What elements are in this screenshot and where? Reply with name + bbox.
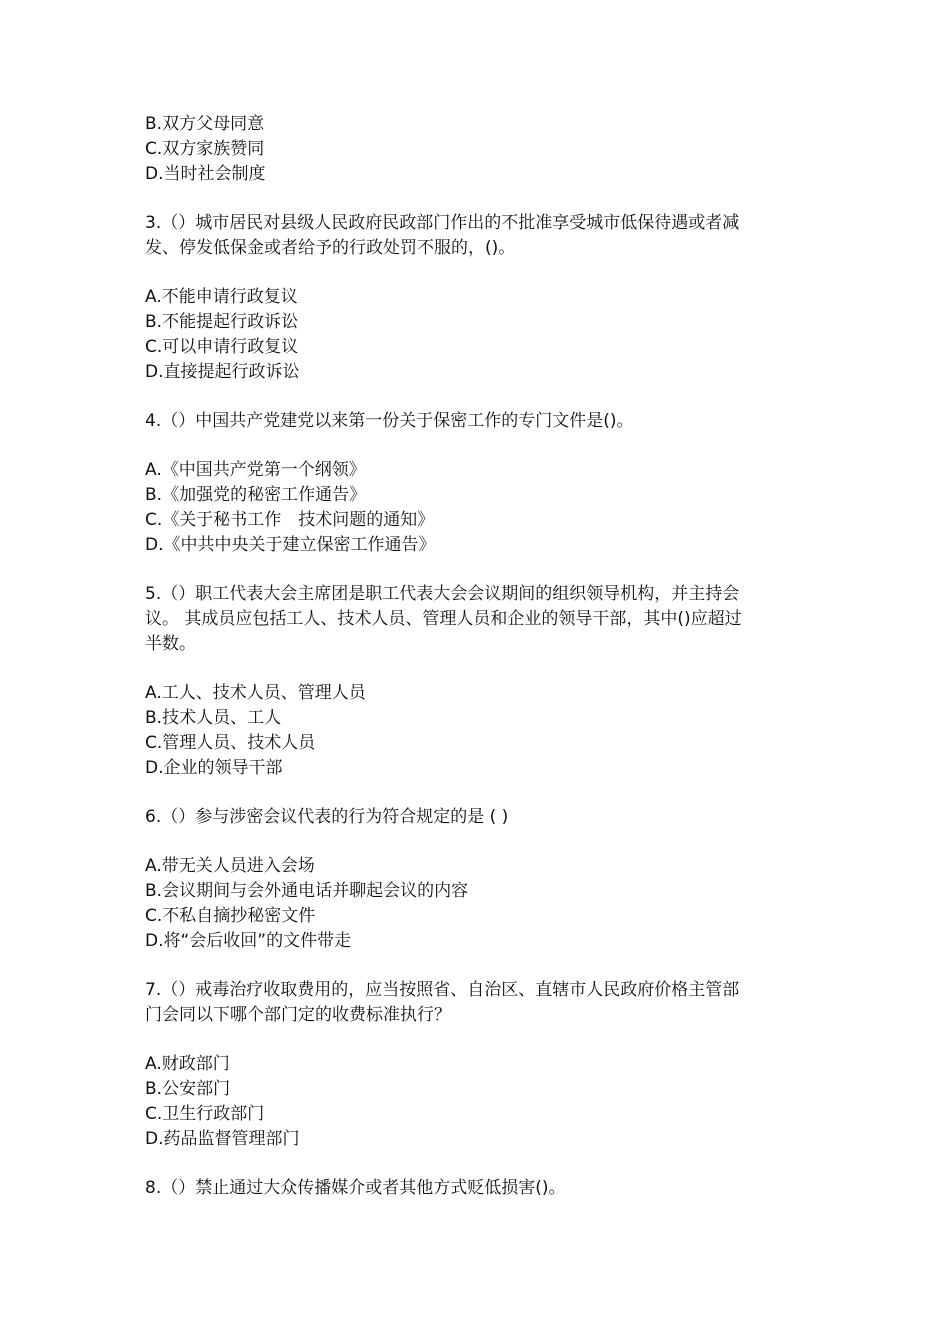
question-line: 8.（）禁止通过大众传播媒介或者其他方式贬低损害()。 xyxy=(145,1178,566,1198)
document-page xyxy=(145,112,815,1225)
option-d: D.当时社会制度 xyxy=(145,164,266,184)
question-4 xyxy=(145,409,815,558)
option-c: C.卫生行政部门 xyxy=(145,1104,265,1124)
question-line: 发、停发低保金或者给予的行政处罚不服的，()。 xyxy=(145,238,516,258)
question-line: 4.（）中国共产党建党以来第一份关于保密工作的专门文件是()。 xyxy=(145,411,634,431)
question-text xyxy=(145,211,815,261)
question-options xyxy=(145,681,815,781)
option-b: B.公安部门 xyxy=(145,1079,231,1099)
option-c: C.双方家族赞同 xyxy=(145,139,265,159)
option-b: B.技术人员、工人 xyxy=(145,708,282,728)
question-text xyxy=(145,805,815,830)
option-a: A.带无关人员进入会场 xyxy=(145,856,315,876)
question-options xyxy=(145,854,815,954)
option-d: D.企业的领导干部 xyxy=(145,758,283,778)
question-options xyxy=(145,1052,815,1152)
question-options xyxy=(145,458,815,558)
question-text xyxy=(145,978,815,1028)
option-c: C.不私自摘抄秘密文件 xyxy=(145,906,316,926)
question-line: 半数。 xyxy=(145,634,196,654)
option-a: A.《中国共产党第一个纲领》 xyxy=(145,460,366,480)
option-c: C.可以申请行政复议 xyxy=(145,337,299,357)
option-a: A.工人、技术人员、管理人员 xyxy=(145,683,366,703)
leading-options xyxy=(145,112,815,187)
question-text xyxy=(145,582,815,657)
question-text xyxy=(145,409,815,434)
option-b: B.不能提起行政诉讼 xyxy=(145,312,299,332)
option-d: D.《中共中央关于建立保密工作通告》 xyxy=(145,535,436,555)
option-b: B.《加强党的秘密工作通告》 xyxy=(145,485,367,505)
question-line: 门会同以下哪个部门定的收费标准执行？ xyxy=(145,1005,451,1025)
question-3 xyxy=(145,211,815,385)
option-c: C.《关于秘书工作 技术问题的通知》 xyxy=(145,510,435,530)
option-c: C.管理人员、技术人员 xyxy=(145,733,316,753)
question-7 xyxy=(145,978,815,1152)
option-d: D.直接提起行政诉讼 xyxy=(145,362,300,382)
question-line: 5.（）职工代表大会主席团是职工代表大会会议期间的组织领导机构，并主持会 xyxy=(145,584,740,604)
question-line: 6.（）参与涉密会议代表的行为符合规定的是 ( ) xyxy=(145,807,509,827)
option-b: B.会议期间与会外通电话并聊起会议的内容 xyxy=(145,881,469,901)
question-line: 3.（）城市居民对县级人民政府民政部门作出的不批准享受城市低保待遇或者减 xyxy=(145,213,740,233)
option-b: B.双方父母同意 xyxy=(145,114,265,134)
question-line: 议。 其成员应包括工人、技术人员、管理人员和企业的领导干部，其中()应超过 xyxy=(145,609,742,629)
question-8 xyxy=(145,1176,815,1201)
question-text xyxy=(145,1176,815,1201)
question-5 xyxy=(145,582,815,781)
option-a: A.不能申请行政复议 xyxy=(145,287,298,307)
option-d: D.药品监督管理部门 xyxy=(145,1129,300,1149)
question-6 xyxy=(145,805,815,954)
question-line: 7.（）戒毒治疗收取费用的，应当按照省、自治区、直辖市人民政府价格主管部 xyxy=(145,980,740,1000)
question-options xyxy=(145,285,815,385)
option-d: D.将“会后收回”的文件带走 xyxy=(145,931,352,951)
option-a: A.财政部门 xyxy=(145,1054,230,1074)
